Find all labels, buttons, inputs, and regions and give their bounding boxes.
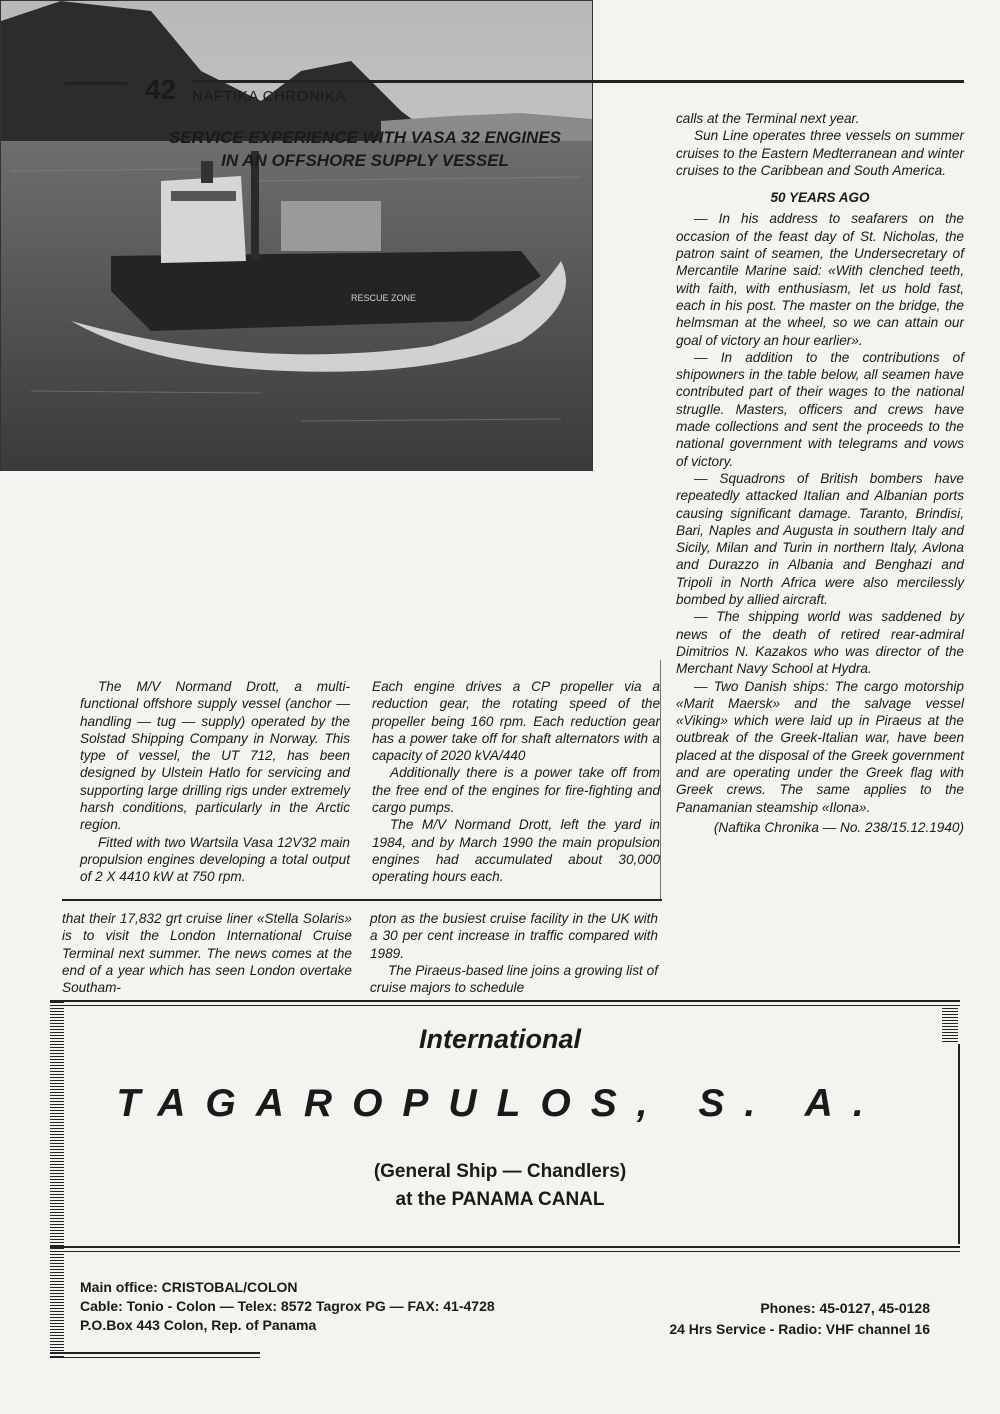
- headline-line-2: IN AN OFFSHORE SUPPLY VESSEL: [221, 151, 509, 170]
- page-number: 42: [145, 74, 177, 105]
- section-divider: [62, 899, 662, 901]
- publication-title: NAFTIKA CHRONIKA: [192, 88, 346, 105]
- cruise-column-2: [370, 910, 658, 996]
- ad-cable: Cable: Tonio - Colon — Telex: 8572 Tagrox PG — FAX: 41-4728: [80, 1298, 495, 1314]
- header-rule-right: [192, 80, 964, 83]
- ad-pobox: P.O.Box 443 Colon, Rep. of Panama: [80, 1317, 317, 1333]
- article-paragraph: Fitted with two Wartsila Vasa 12V32 main propulsion engines developing a total output of 2 X 4410 kW at 750 rpm.: [80, 834, 350, 885]
- ad-service: 24 Hrs Service - Radio: VHF channel 16: [669, 1321, 930, 1337]
- article-headline: [60, 126, 670, 172]
- article-paragraph: Additionally there is a power take off from the free end of the engines for fire-fighting and cargo pumps.: [372, 765, 660, 816]
- news-item: — In his address to seafarers on the occasion of the feast day of St. Nicholas, the patron saint of seamen, the Undersecretary of Mercantile Marine said: «With clenched teeth, with faith, with enthusiasm, let us hold fast, each in his post. The master on the bridge, the helmsman at the wheel, so we can attain our goal of victory an hour earlier».: [676, 211, 964, 348]
- cruise-paragraph: that their 17,832 grt cruise liner «Stella Solaris» is to visit the London International Cruise Terminal next summer. The news comes at the end of a year which has seen London overtake Southam-: [62, 911, 352, 996]
- hull-marking: RESCUE ZONE: [351, 293, 417, 303]
- ad-mid-rule: [50, 1246, 960, 1248]
- right-column: [676, 110, 964, 836]
- vessel-photo: [0, 0, 593, 471]
- ad-phones: Phones: 45-0127, 45-0128: [760, 1300, 930, 1316]
- article-column-1: [80, 678, 350, 886]
- news-item: — Two Danish ships: The cargo motorship «Marit Maersk» and the salvage vessel «Viking» which were laid up in Piraeus at the outbreak of the Greek-Italian war, have been placed at the disposal of the Greek government and are operating under the Greek flag with Greek crews. The same applies to the Panamanian steamship «Ilona».: [676, 678, 964, 815]
- ad-bottom-rule-2: [50, 1357, 260, 1358]
- ad-right-border: [958, 1044, 960, 1244]
- news-item: — In addition to the contributions of shipowners in the table below, all seamen have contributed part of their wages to the national strugIle. Masters, officers and crews have made collections and sent the proceeds to the national government with telegrams and vows of victory.: [676, 349, 964, 469]
- news-item: — Squadrons of British bombers have repeatedly attacked Italian and Albanian ports causing significant damage. Taranto, Brindisi, Bari, Naples and Augusta in southern Italy and Sicily, Milan and Turin in northern Italy, Avlona and Durazzo in Albania and Benghazi and Tripoli in North Africa were also mercilessly bombed by allied aircraft.: [676, 470, 964, 608]
- article-paragraph: The M/V Normand Drott, a multi-functional offshore supply vessel (anchor — handling — tug — supply) operated by the Solstad Shipping Company in Norway. This type of vessel, the UT 712, has been designed by Ulstein Hatlo for servicing and supporting large drilling rigs under extremely harsh conditions, particularly in the Arctic region.: [80, 679, 350, 833]
- ad-bottom-rule: [50, 1352, 260, 1354]
- ad-mid-rule-2: [50, 1251, 960, 1252]
- cruise-paragraph: pton as the busiest cruise facility in the UK with a 30 per cent increase in traffic compared with 1989.: [370, 911, 658, 961]
- ad-top-rule: [50, 1000, 960, 1002]
- article-paragraph: Each engine drives a CP propeller via a reduction gear, the rotating speed of the propeller being 160 rpm. Each reduction gear has a power take off for shaft alternators with a capacity of 2020 kVA/440: [372, 679, 660, 764]
- fifty-years-heading: 50 YEARS AGO: [770, 190, 870, 206]
- ad-description: [0, 1158, 1000, 1214]
- article-column-2: [372, 678, 660, 886]
- ad-international: International: [418, 1024, 581, 1054]
- column-divider: [660, 660, 661, 900]
- ad-main-office: Main office: CRISTOBAL/COLON: [80, 1279, 298, 1295]
- ad-contact-left: [80, 1278, 495, 1335]
- source-citation: (Naftika Chronika — No. 238/15.12.1940): [713, 819, 964, 835]
- ad-top-rule-2: [50, 1005, 960, 1006]
- headline-line-1: SERVICE EXPERIENCE WITH VASA 32 ENGINES: [168, 128, 562, 147]
- cruise-paragraph: calls at the Terminal next year.: [676, 111, 860, 126]
- ad-desc-line-1: (General Ship — Chandlers): [373, 1161, 627, 1182]
- ship-photo-illustration: [1, 1, 592, 470]
- ad-desc-line-2: at the PANAMA CANAL: [395, 1189, 605, 1210]
- cruise-paragraph: Sun Line operates three vessels on summer cruises to the Eastern Medterranean and winter cruises to the Caribbean and South America.: [676, 128, 964, 178]
- ad-contact-right: [669, 1298, 930, 1340]
- article-paragraph: The M/V Normand Drott, left the yard in 1984, and by March 1990 the main propulsion engines had accumulated about 30,000 operating hours each.: [372, 817, 660, 885]
- ad-company-name: TAGAROPULOS, S. A.: [116, 1082, 884, 1125]
- cruise-paragraph: The Piraeus-based line joins a growing list of cruise majors to schedule: [370, 962, 658, 996]
- header-rule-left: [65, 82, 127, 85]
- news-item: — The shipping world was saddened by news of the death of retired rear-admiral Dimitrios N. Kazakos who was director of the Merchant Navy School at Hydra.: [676, 609, 964, 677]
- cruise-column-1: [62, 910, 352, 996]
